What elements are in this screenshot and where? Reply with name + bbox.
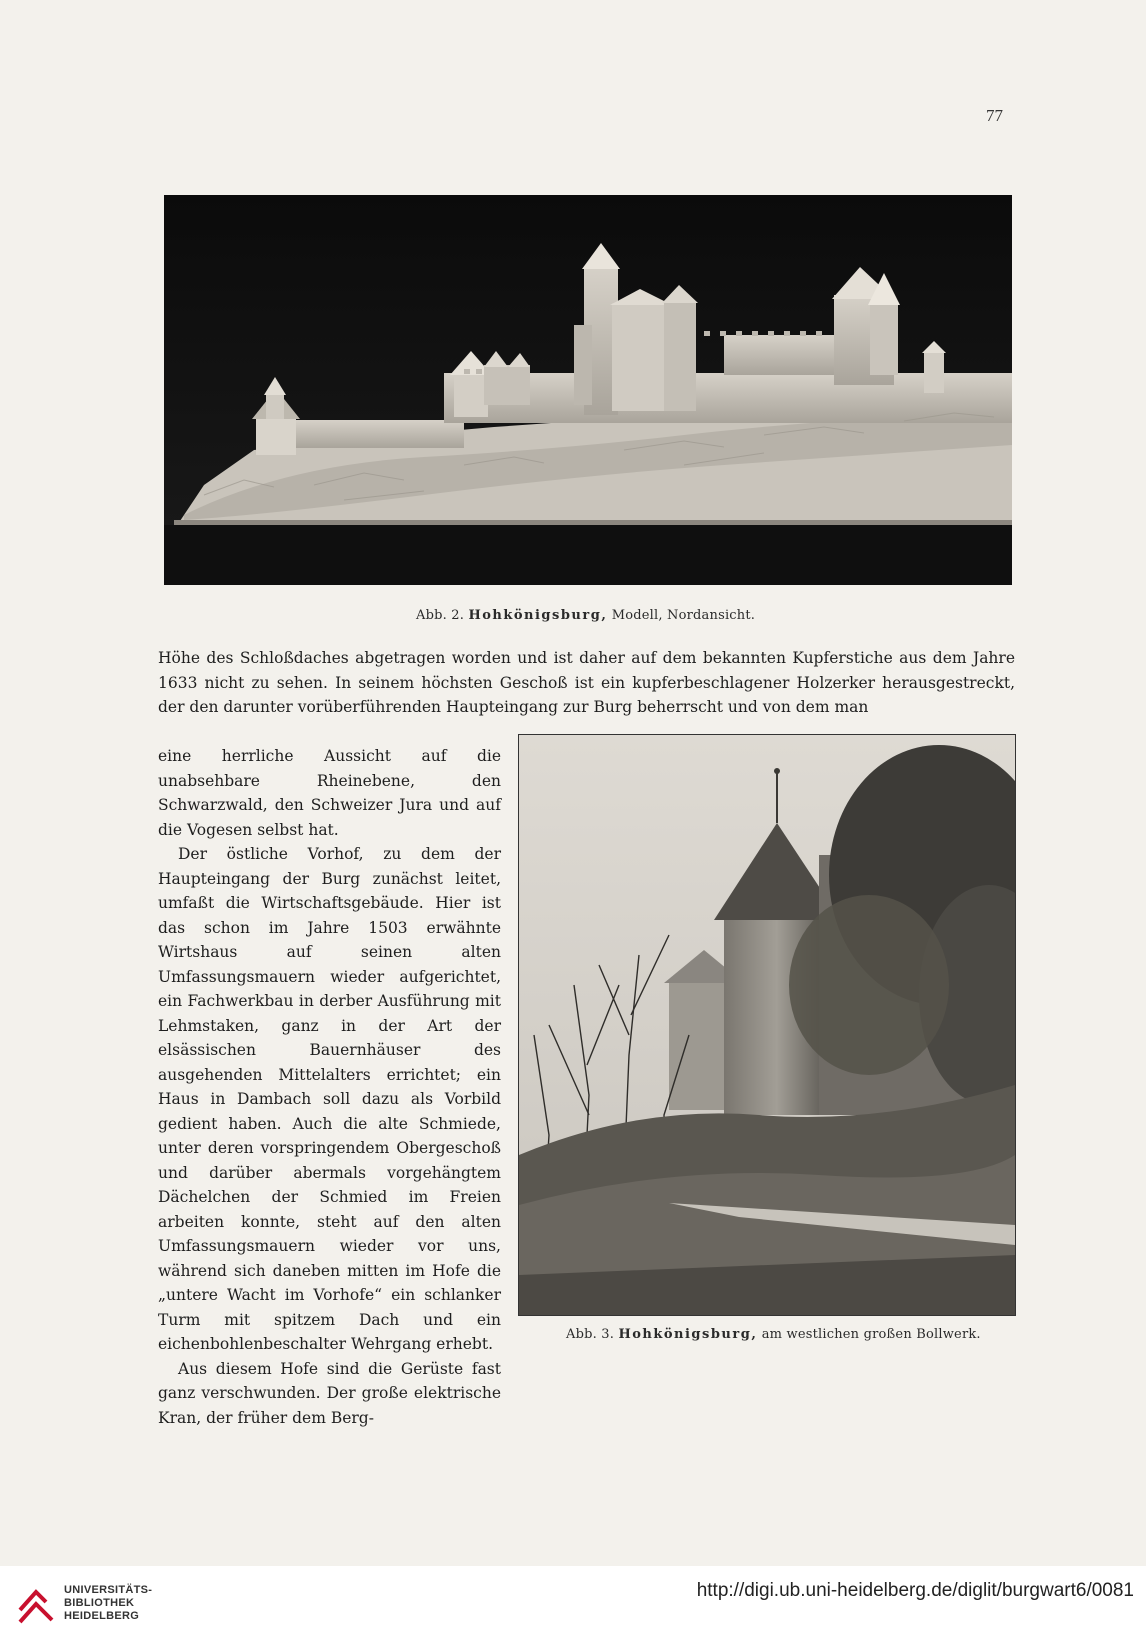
logo-line-3: HEIDELBERG bbox=[64, 1610, 140, 1622]
column-paragraph-2: Aus diesem Hofe sind die Gerüste fast ganz verschwunden. Der große elektrische Kran, der früher dem Berg- bbox=[158, 1359, 501, 1427]
caption-prefix: Abb. 2. bbox=[416, 608, 465, 623]
bulwark-tower-photo bbox=[518, 734, 1016, 1316]
column-intro-paragraph: eine herrliche Aussicht auf die unabsehbare Rheinebene, den Schwarzwald, den Schweizer Jura und auf die Vogesen selbst hat. bbox=[158, 747, 501, 839]
body-text-column bbox=[158, 744, 501, 1430]
footer-bar bbox=[0, 1566, 1146, 1647]
figure-caption-top bbox=[416, 608, 755, 623]
caption-title: Hohkönigsburg, bbox=[468, 608, 608, 623]
body-text-full-width: Höhe des Schloßdaches abgetragen worden und ist daher auf dem bekannten Kupferstiche aus dem Jahre 1633 nicht zu sehen. In seinem höchsten Geschoß ist ein kupferbeschlagener Holzerker herausgestreckt, der den darunter vorüberführenden Haupteingang zur Burg beherrscht und von dem man bbox=[158, 649, 1015, 716]
caption-desc: Modell, Nordansicht. bbox=[611, 608, 756, 623]
library-logo-text bbox=[64, 1584, 152, 1623]
column-paragraph-1: Der östliche Vorhof, zu dem der Haupteingang der Burg zunächst leitet, umfaßt die Wirtschaftsgebäude. Hier ist das schon im Jahre 1503 erwähnte Wirtshaus auf seinen alten Umfassungsmauern wieder aufgerichtet, ein Fachwerkbau in derber Ausführung mit Lehmstaken, ganz in der Art der elsässischen Bauernhäuser des ausgehenden Mittelalters errichtet; ein Haus in Dambach soll dazu als Vorbild gedient haben. Auch die alte Schmiede, unter deren vorspringendem Obergeschoß und darüber abermals vorgehängtem Dächelchen der Schmied im Freien arbeiten konnte, steht auf den alten Umfassungsmauern wieder vor uns, während sich daneben mitten im Hofe die „untere Wacht im Vorhofe“ ein schlanker Turm mit spitzem Dach und ein eichenbohlenbeschalter Wehrgang erhebt. bbox=[158, 845, 501, 1353]
logo-line-2: BIBLIOTHEK bbox=[64, 1597, 135, 1609]
castle-model-photo bbox=[164, 195, 1012, 585]
page-number: 77 bbox=[986, 106, 1003, 125]
caption-title: Hohkönigsburg, bbox=[618, 1327, 758, 1342]
figure-caption-right bbox=[566, 1327, 981, 1342]
caption-prefix: Abb. 3. bbox=[566, 1327, 615, 1342]
logo-line-1: UNIVERSITÄTS- bbox=[64, 1584, 153, 1596]
library-logo-icon bbox=[14, 1580, 58, 1630]
caption-desc: am westlichen großen Bollwerk. bbox=[761, 1327, 981, 1342]
permalink-url[interactable]: http://digi.ub.uni-heidelberg.de/diglit/burgwart6/0081 bbox=[696, 1580, 1134, 1601]
